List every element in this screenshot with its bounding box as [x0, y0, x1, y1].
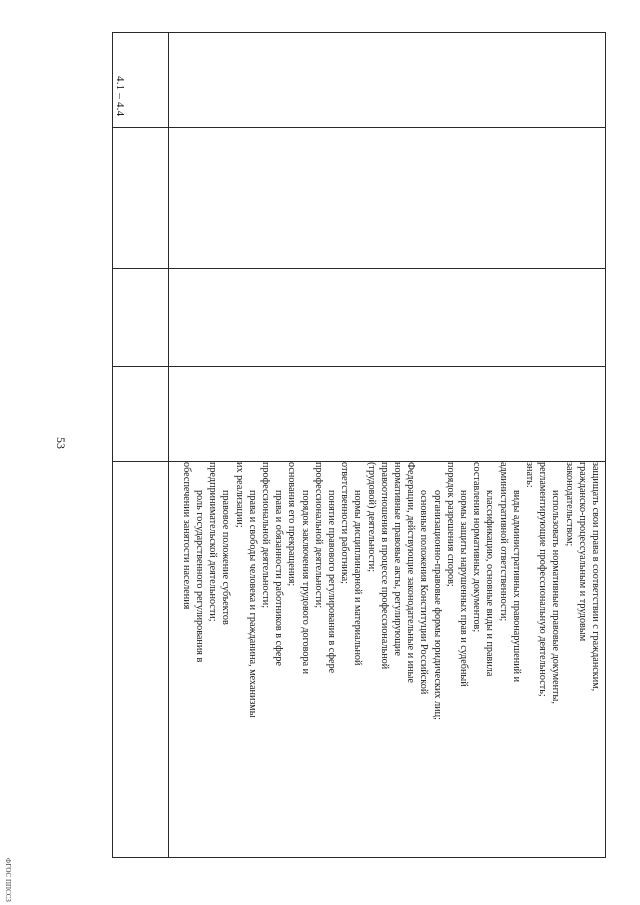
content-line: правоотношения в процессе профессиональной — [378, 462, 390, 670]
table-border-right — [605, 32, 606, 858]
content-line: регламентирующие профессиональную деятельность; — [537, 462, 549, 697]
content-line: классификацию, основные виды и правила — [484, 490, 496, 677]
content-line: основания его прекращения; — [286, 462, 298, 587]
table-border-left — [112, 32, 113, 858]
competence-reference: 4.1 – 4.4 — [114, 76, 126, 117]
content-line: составления нормативных документов; — [471, 462, 483, 633]
content-line: законодательством; — [563, 462, 575, 547]
content-line: порядок заключения трудового договора и — [299, 490, 311, 675]
content-line: нормы дисциплинарной и материальной — [352, 490, 364, 666]
content-line: гражданско-процессуальным и трудовым — [576, 462, 588, 642]
content-line: организационно-правовые формы юридических лиц; — [431, 490, 443, 720]
content-line: защищать свои права в соответствии с гражданским, — [590, 462, 601, 692]
content-line: использовать нормативные правовые документы, — [550, 490, 562, 704]
content-line: понятие правового регулирования в сфере — [325, 490, 337, 674]
content-line: порядок разрешения споров; — [444, 462, 456, 587]
content-line: нормативные правовые акты, регулирующие — [391, 462, 403, 657]
content-line: профессиональной деятельности; — [312, 462, 324, 609]
content-line: виды административных правонарушений и — [510, 490, 522, 683]
content-line: профессиональной деятельности; — [259, 462, 271, 609]
table-border-top — [112, 32, 606, 33]
footer-mark: ФГОС ППССЗ — [4, 858, 12, 902]
content-line: (трудовой) деятельности; — [365, 462, 377, 573]
content-line: нормы защиты нарушенных прав и судебный — [457, 490, 469, 687]
content-text-block — [180, 462, 603, 800]
content-line: административной ответственности; — [497, 462, 509, 622]
content-line: правовое положение субъектов — [220, 490, 232, 625]
content-line: роль государственного регулирования в — [193, 490, 205, 663]
content-line: обеспечении занятости населения — [180, 462, 192, 610]
content-line: предпринимательской деятельности; — [207, 462, 219, 622]
content-line: права и свободы человека и гражданина, механизмы — [246, 490, 258, 718]
page-number: 53 — [54, 437, 68, 449]
table-row-divider — [168, 32, 169, 858]
content-line: основные положения Конституции Российской — [418, 490, 430, 695]
table-column-divider — [112, 366, 606, 367]
content-line: их реализации; — [233, 462, 245, 528]
table-border-bottom — [112, 857, 606, 858]
table-column-divider — [112, 127, 606, 128]
content-line: права и обязанности работников в сфере — [273, 490, 285, 667]
content-line: знать: — [523, 462, 535, 488]
content-line: Федерации, действующие законодательные и иные — [405, 462, 417, 683]
content-line: ответственности работника; — [339, 462, 351, 584]
table-column-divider — [112, 268, 606, 269]
